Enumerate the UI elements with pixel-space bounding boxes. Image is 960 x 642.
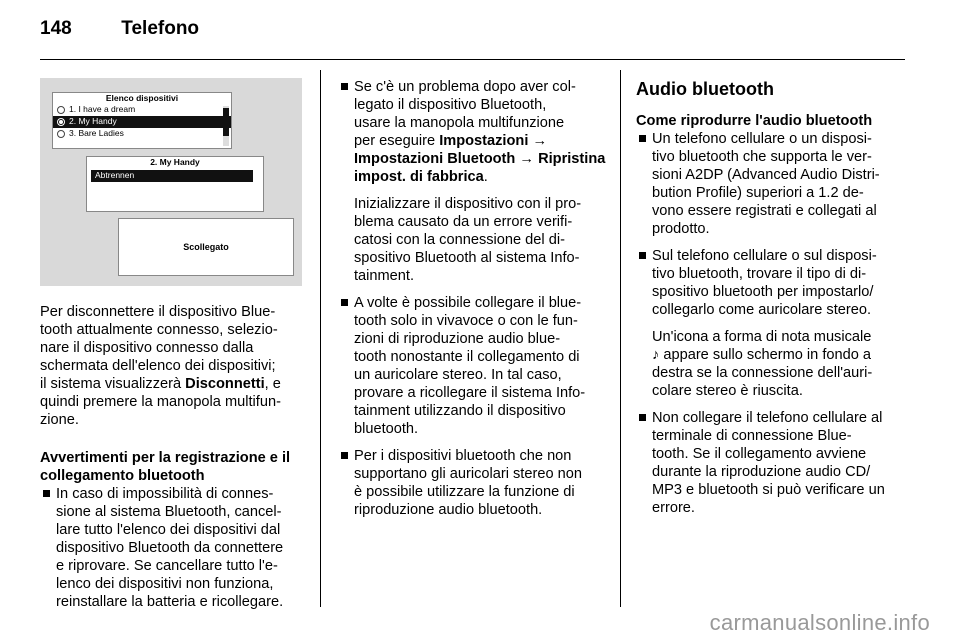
bullet-item: A volte è possibile collegare il blue- tooth solo in vivavoce o con le fun- zioni di riproduzione audio blue- tooth nonostante il collegamento di un auricolare stereo. In tal caso, provare a ricollegare il sistema Info- tainment utilizzando il dispositivo bluetooth. [338, 294, 608, 438]
device-menu-item: Abtrennen [91, 170, 253, 182]
page-header [40, 18, 199, 40]
bullet-item: Se c'è un problema dopo aver col- legato il dispositivo Bluetooth, usare la manopola multifunzione per eseguire Impostazioni → Impostazioni Bluetooth → Ripristina impost. di fabbrica. [338, 78, 608, 186]
status-text: Scollegato [183, 241, 229, 252]
bullet-item: Non collegare il telefono cellulare al terminale di connessione Blue- tooth. Se il collegamento avviene durante la riproduzione audio CD/ MP3 e bluetooth si può verificare un errore. [636, 409, 908, 517]
header-rule [40, 59, 905, 60]
column-3 [636, 78, 908, 517]
device-list-title: Elenco dispositivi [105, 93, 179, 103]
scrollbar [223, 106, 229, 146]
section-heading: Audio bluetooth [636, 79, 774, 99]
column-separator-2 [620, 70, 621, 607]
page-number: 148 [40, 18, 72, 39]
radio-icon [57, 106, 65, 114]
device-list-item: 1. I have a dream [53, 104, 231, 116]
device-list-item: 3. Bare Ladies [53, 128, 231, 140]
bullet-continuation: Inizializzare il dispositivo con il pro- blema causato da un errore verifi- catosi con la connessione del di- spositivo Bluetooth al sistema Info- tainment. [354, 196, 582, 284]
intro-paragraph: Per disconnettere il dispositivo Blue- tooth attualmente connesso, selezio- nare il dispositivo connesso dalla schermata dell'elenco dei dispositivi; il sistema visualizzerà Disconnetti, e quindi premere la manopola multifun- zione. [40, 304, 281, 428]
radio-icon [57, 130, 65, 138]
bullet-item: In caso di impossibilità di connes- sione al sistema Bluetooth, cancel- lare tutto l'elenco dei dispositivi dal dispositivo Bluetooth da connettere e riprovare. Se cancellare tutto l'e- lenco dei dispositivi non funziona, reinstallare la batteria e ricollegare. [40, 485, 308, 611]
bullet-item: Un telefono cellulare o un disposi- tivo bluetooth che supporta le ver- sioni A2DP (Advanced Audio Distri- bution Profile) superiori a 1.2 de- vono essere registrati e collegati al prodotto. [636, 130, 908, 238]
watermark: carmanualsonline.info [709, 610, 930, 635]
page-title: Telefono [121, 18, 200, 39]
column-1 [40, 303, 308, 611]
column-2 [338, 78, 608, 519]
column-separator-1 [320, 70, 321, 607]
bullet-item: Sul telefono cellulare o sul disposi- tivo bluetooth, trovare il tipo di di- spositivo bluetooth per impostarlo/ collegarlo come auricolare stereo. [636, 247, 908, 319]
section-subheading: Come riprodurre l'audio bluetooth [636, 113, 873, 129]
status-screen [118, 218, 294, 276]
figure-bluetooth-screens [40, 78, 302, 286]
bullet-item: Per i dispositivi bluetooth che non supportano gli auricolari stereo non è possibile utilizzare la funzione di riproduzione audio bluetooth. [338, 447, 608, 519]
device-list-screen [52, 92, 232, 149]
device-menu-title: 2. My Handy [150, 157, 200, 167]
warnings-subheading: Avvertimenti per la registrazione e il collegamento bluetooth [40, 450, 291, 484]
radio-selected-icon [57, 118, 65, 126]
device-list-item-selected: 2. My Handy [53, 116, 231, 128]
device-menu-screen [86, 156, 264, 212]
bullet-continuation: Un'icona a forma di nota musicale ♪ appare sullo schermo in fondo a destra se la connessione dell'auri- colare stereo è riuscita. [652, 329, 873, 399]
